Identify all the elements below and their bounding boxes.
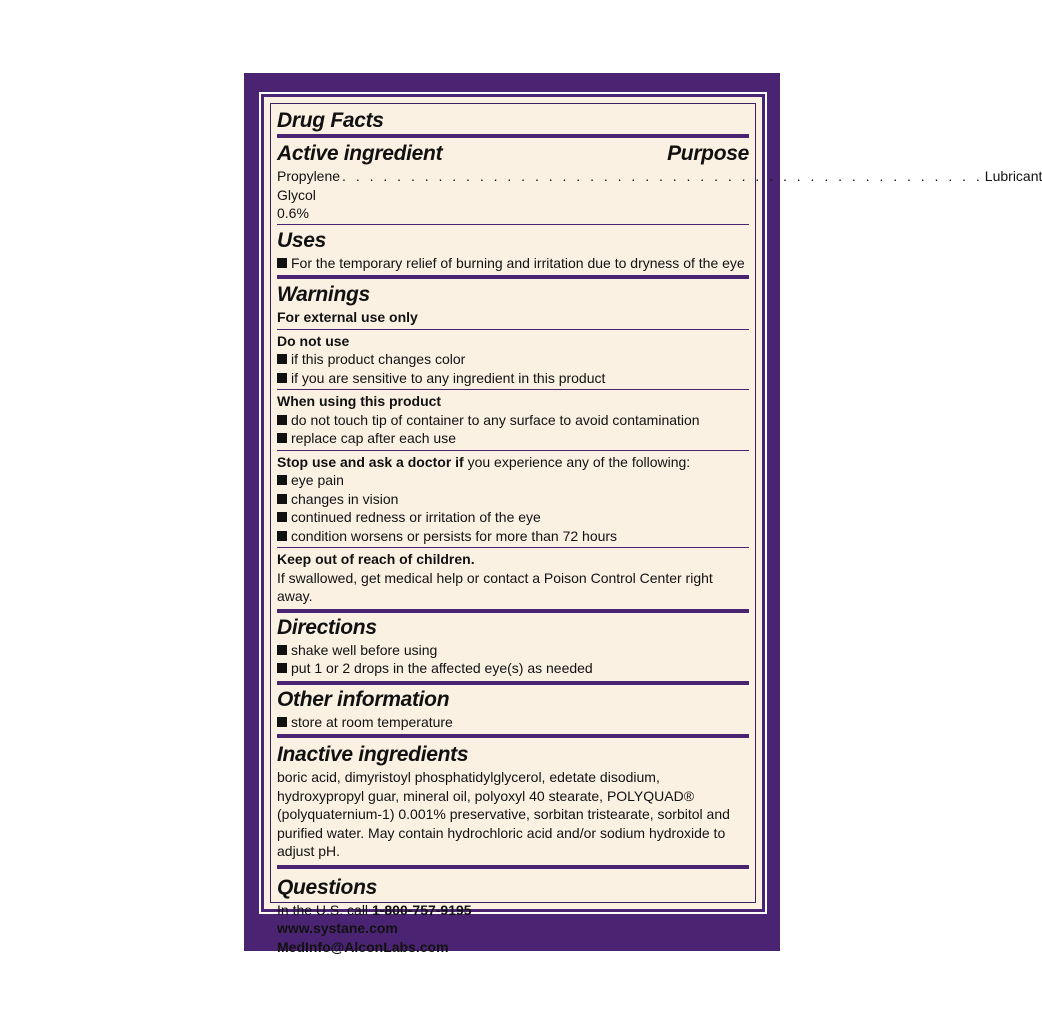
active-ingredient-purpose: Lubricant xyxy=(984,168,1042,184)
phone-line xyxy=(277,901,749,920)
bullet-square-icon xyxy=(277,494,287,504)
inactive-ingredients-text: boric acid, dimyristoyl phosphatidylglycerol, edetate disodium, hydroxypropyl guar, mineral oil, polyoxyl 40 stearate, POLYQUAD® (polyquaternium-1) 0.001% preservative, sorbitan tristearate, sorbitol and purified water. May contain hydrochloric acid and/or sodium hydroxide to adjust pH. xyxy=(277,769,730,859)
bullet-square-icon xyxy=(277,512,287,522)
list-item: store at room temperature xyxy=(277,713,749,732)
directions-heading: Directions xyxy=(277,615,377,639)
bullet-square-icon xyxy=(277,415,287,425)
stop-use-section xyxy=(277,451,749,549)
questions-heading: Questions xyxy=(277,875,377,899)
list-item: continued redness or irritation of the eye xyxy=(277,508,749,527)
external-use-text: For external use only xyxy=(277,309,418,325)
do-not-use-section xyxy=(277,330,749,391)
drug-facts-title: Drug Facts xyxy=(277,109,384,132)
bullet-square-icon xyxy=(277,433,287,443)
other-information-heading: Other information xyxy=(277,687,450,711)
call-prefix: In the U.S. call xyxy=(277,901,372,918)
bullet-square-icon xyxy=(277,531,287,541)
uses-heading: Uses xyxy=(277,228,327,252)
stop-use-line xyxy=(277,453,749,472)
drug-facts-frame xyxy=(270,103,1042,955)
list-item: if you are sensitive to any ingredient in this product xyxy=(277,369,749,388)
website-text: www.systane.com xyxy=(277,920,398,936)
leader-dots: . . . . . . . . . . . . . . . . . . . . . . . . . . . . . . . . . . . . . . . . . . . . . . . xyxy=(342,168,983,184)
email-text: MedInfo@AlconLabs.com xyxy=(277,938,449,955)
when-using-heading: When using this product xyxy=(277,393,442,409)
warnings-section xyxy=(277,279,749,330)
children-text: If swallowed, get medical help or contact a Poison Control Center right away. xyxy=(277,569,713,604)
active-ingredient-row xyxy=(277,167,1042,223)
do-not-use-heading: Do not use xyxy=(277,332,350,349)
bullet-square-icon xyxy=(277,645,287,655)
bullet-square-icon xyxy=(277,475,287,485)
when-using-section xyxy=(277,390,749,451)
bullet-square-icon xyxy=(277,717,287,727)
list-item: eye pain xyxy=(277,471,749,490)
list-item: do not touch tip of container to any surface to avoid contamination xyxy=(277,411,749,430)
phone-number: 1-800-757-9195 xyxy=(371,901,472,918)
bullet-square-icon xyxy=(277,373,287,383)
list-item: put 1 or 2 drops in the affected eye(s) as needed xyxy=(277,659,749,678)
inactive-ingredients-heading: Inactive ingredients xyxy=(277,743,469,766)
active-ingredient-name: Propylene Glycol 0.6% xyxy=(277,168,341,221)
bullet-square-icon xyxy=(277,663,287,673)
active-ingredient-section xyxy=(277,138,1042,225)
list-item: changes in vision xyxy=(277,490,749,509)
list-item: replace cap after each use xyxy=(277,429,749,448)
warnings-heading: Warnings xyxy=(277,283,370,306)
inactive-ingredients-section xyxy=(277,738,749,869)
stop-use-rest: you experience any of the following: xyxy=(463,453,691,470)
children-heading: Keep out of reach of children. xyxy=(277,551,475,567)
stop-use-heading: Stop use and ask a doctor if xyxy=(277,453,464,470)
list-item: For the temporary relief of burning and irritation due to dryness of the eye xyxy=(277,254,749,273)
list-item: shake well before using xyxy=(277,641,749,660)
title-section xyxy=(277,104,749,138)
purpose-heading: Purpose xyxy=(667,142,749,165)
bullet-square-icon xyxy=(277,258,287,268)
active-ingredient-heading: Active ingredient xyxy=(277,142,443,165)
questions-section xyxy=(277,869,749,957)
directions-section xyxy=(277,613,749,685)
drug-facts-panel xyxy=(264,97,1042,955)
list-item: condition worsens or persists for more than 72 hours xyxy=(277,527,749,546)
children-section xyxy=(277,548,749,613)
list-item: if this product changes color xyxy=(277,350,749,369)
bullet-square-icon xyxy=(277,354,287,364)
other-information-section xyxy=(277,685,749,739)
uses-section xyxy=(277,225,749,280)
